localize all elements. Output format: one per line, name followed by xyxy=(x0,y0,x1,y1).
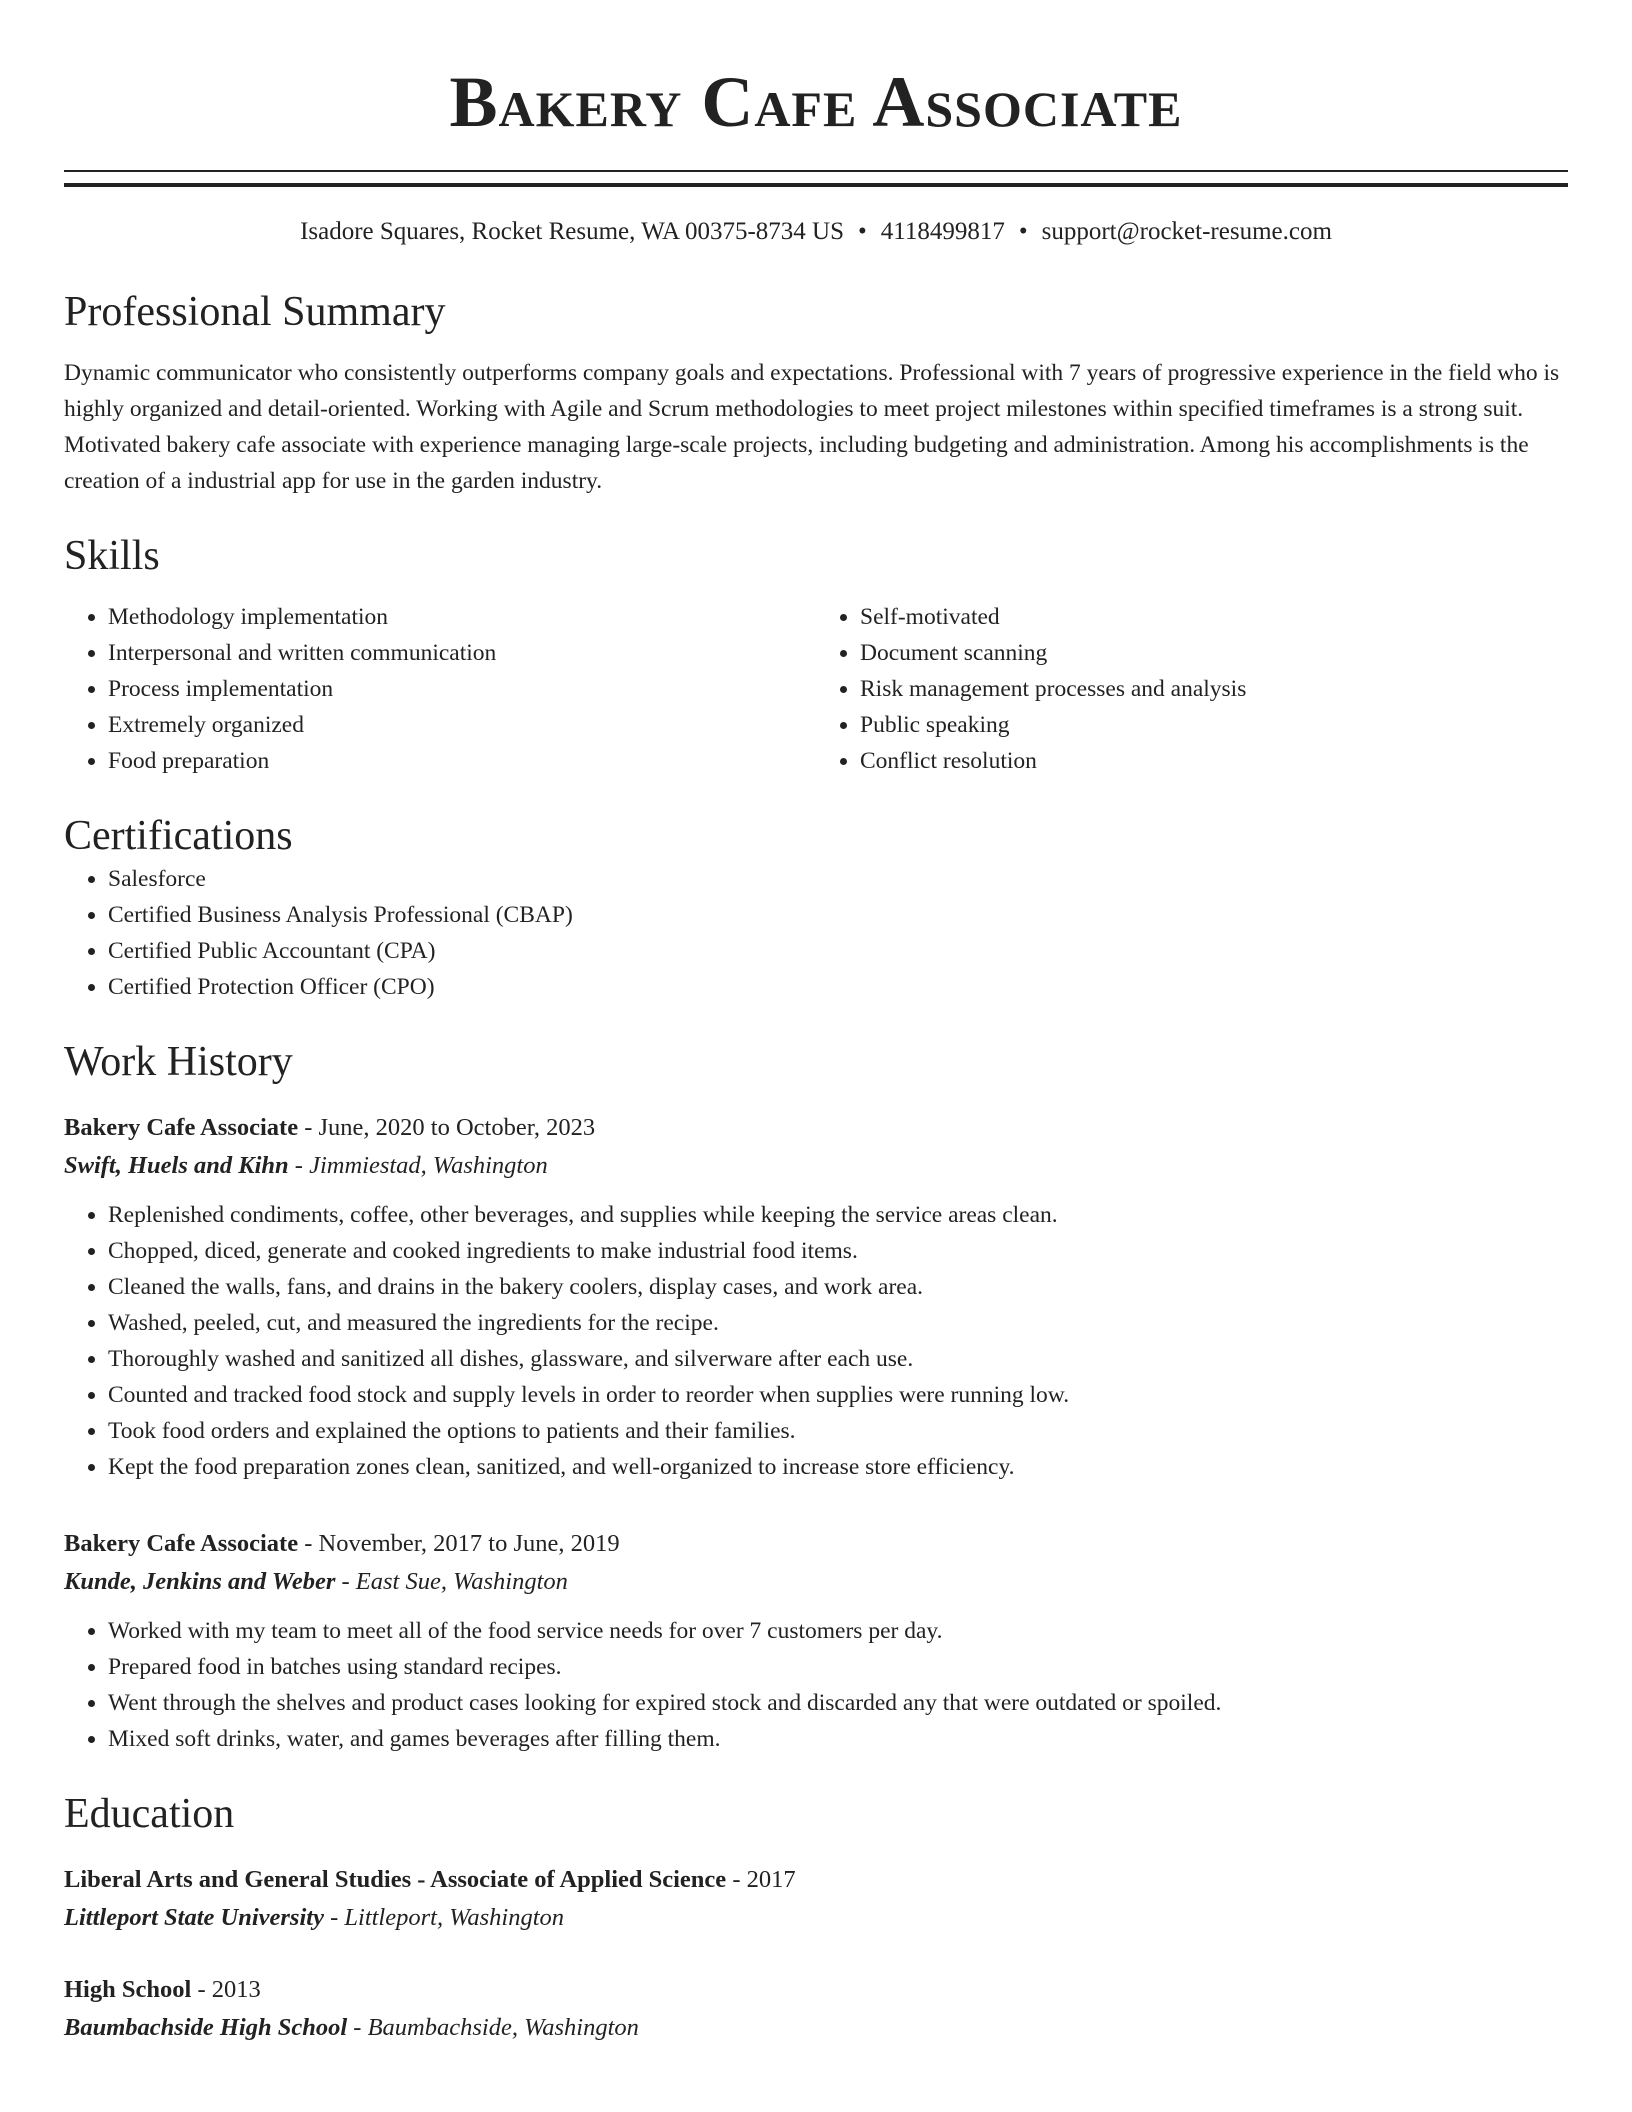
skills-list-right xyxy=(816,599,1568,779)
skill-item: • Food preparation xyxy=(108,743,816,779)
header-divider xyxy=(64,170,1568,187)
job-duties-list xyxy=(64,1197,1568,1485)
job-company-line: Swift, Huels and Kihn - Jimmiestad, Washington xyxy=(64,1152,548,1179)
section-title-skills: Skills xyxy=(64,533,160,579)
education-degree-line: High School - 2013 xyxy=(64,1976,261,2003)
section-title-education: Education xyxy=(64,1791,235,1837)
section-title-summary: Professional Summary xyxy=(64,289,446,335)
job-duty: • Prepared food in batches using standard recipes. xyxy=(108,1649,1568,1685)
skill-item: • Interpersonal and written communication xyxy=(108,635,816,671)
contact-phone: 4118499817 xyxy=(880,218,1005,245)
skill-item: • Document scanning xyxy=(860,635,1568,671)
job-entry xyxy=(64,1109,1568,1485)
job-duty: • Took food orders and explained the options to patients and their families. xyxy=(108,1413,1568,1449)
section-title-work-history: Work History xyxy=(64,1039,293,1085)
job-title-line: Bakery Cafe Associate - June, 2020 to October, 2023 xyxy=(64,1114,596,1141)
contact-separator: • xyxy=(1018,218,1028,245)
contact-separator: • xyxy=(858,218,867,245)
education-degree: High School xyxy=(64,1976,192,2003)
job-duty: • Thoroughly washed and sanitized all dishes, glassware, and silverware after each use. xyxy=(108,1341,1568,1377)
candidate-name: Bakery Cafe Associate xyxy=(449,62,1183,142)
education-degree: Liberal Arts and General Studies - Associate of Applied Science xyxy=(64,1866,727,1893)
skill-item: • Conflict resolution xyxy=(860,743,1568,779)
contact-address: Isadore Squares, Rocket Resume, WA 00375-8734 US xyxy=(300,218,844,245)
education-school-line: Littleport State University - Littleport, Washington xyxy=(64,1904,565,1931)
education-school: Littleport State University xyxy=(64,1904,324,1931)
job-company: Swift, Huels and Kihn xyxy=(64,1152,289,1179)
job-duty: • Counted and tracked food stock and supply levels in order to reorder when supplies were running low. xyxy=(108,1377,1568,1413)
certification-item: • Salesforce xyxy=(108,861,1568,897)
job-duty: • Washed, peeled, cut, and measured the ingredients for the recipe. xyxy=(108,1305,1568,1341)
education-entry xyxy=(64,1861,1568,1937)
education-year: 2017 xyxy=(746,1866,796,1893)
summary-text: Dynamic communicator who consistently outperforms company goals and expectations. Professional with 7 years of progressive experience in the field who is highly organized and detail-oriented. Working with Agile and Scrum methodologies to meet project milestones within specified timeframes is a strong suit. Motivated bakery cafe associate with experience managing large-scale projects, including budgeting and administration. Among his accomplishments is the creation of a industrial app for use in the garden industry. xyxy=(64,360,1560,494)
job-location: East Sue, Washington xyxy=(355,1568,568,1595)
job-title-line: Bakery Cafe Associate - November, 2017 to June, 2019 xyxy=(64,1530,620,1557)
job-company-line: Kunde, Jenkins and Weber - East Sue, Washington xyxy=(64,1568,568,1595)
education-location: Baumbachside, Washington xyxy=(367,2014,639,2041)
certifications-list xyxy=(64,861,1568,1005)
job-duty: • Chopped, diced, generate and cooked ingredients to make industrial food items. xyxy=(108,1233,1568,1269)
skill-item: • Risk management processes and analysis xyxy=(860,671,1568,707)
education-school-line: Baumbachside High School - Baumbachside, Washington xyxy=(64,2014,639,2041)
job-duty: • Went through the shelves and product cases looking for expired stock and discarded any that were outdated or spoiled. xyxy=(108,1685,1568,1721)
section-title-certifications: Certifications xyxy=(64,813,293,859)
job-dates: November, 2017 to June, 2019 xyxy=(318,1530,620,1557)
skill-item: • Extremely organized xyxy=(108,707,816,743)
education-degree-line: Liberal Arts and General Studies - Associate of Applied Science - 2017 xyxy=(64,1866,796,1893)
job-duty: • Replenished condiments, coffee, other beverages, and supplies while keeping the service areas clean. xyxy=(108,1197,1568,1233)
education-year: 2013 xyxy=(211,1976,261,2003)
skill-item: • Process implementation xyxy=(108,671,816,707)
job-role: Bakery Cafe Associate xyxy=(64,1114,299,1141)
job-company: Kunde, Jenkins and Weber xyxy=(64,1568,336,1595)
skills-list-left xyxy=(64,599,816,779)
job-duty: • Mixed soft drinks, water, and games beverages after filling them. xyxy=(108,1721,1568,1757)
contact-email: support@rocket-resume.com xyxy=(1041,218,1332,245)
education-location: Littleport, Washington xyxy=(344,1904,565,1931)
job-dates: June, 2020 to October, 2023 xyxy=(318,1114,596,1141)
job-duty: • Cleaned the walls, fans, and drains in the bakery coolers, display cases, and work area. xyxy=(108,1269,1568,1305)
certification-item: • Certified Protection Officer (CPO) xyxy=(108,969,1568,1005)
job-location: Jimmiestad, Washington xyxy=(309,1152,548,1179)
skills-columns xyxy=(64,599,1568,779)
contact-line xyxy=(64,215,1568,249)
job-entry xyxy=(64,1525,1568,1757)
job-duty: • Kept the food preparation zones clean, sanitized, and well-organized to increase store efficiency. xyxy=(108,1449,1568,1485)
job-role: Bakery Cafe Associate xyxy=(64,1530,299,1557)
skill-item: • Methodology implementation xyxy=(108,599,816,635)
certification-item: • Certified Public Accountant (CPA) xyxy=(108,933,1568,969)
certification-item: • Certified Business Analysis Professional (CBAP) xyxy=(108,897,1568,933)
skill-item: • Public speaking xyxy=(860,707,1568,743)
education-entry xyxy=(64,1971,1568,2047)
job-duty: • Worked with my team to meet all of the food service needs for over 7 customers per day. xyxy=(108,1613,1568,1649)
job-duties-list xyxy=(64,1613,1568,1757)
education-school: Baumbachside High School xyxy=(64,2014,348,2041)
skill-item: • Self-motivated xyxy=(860,599,1568,635)
